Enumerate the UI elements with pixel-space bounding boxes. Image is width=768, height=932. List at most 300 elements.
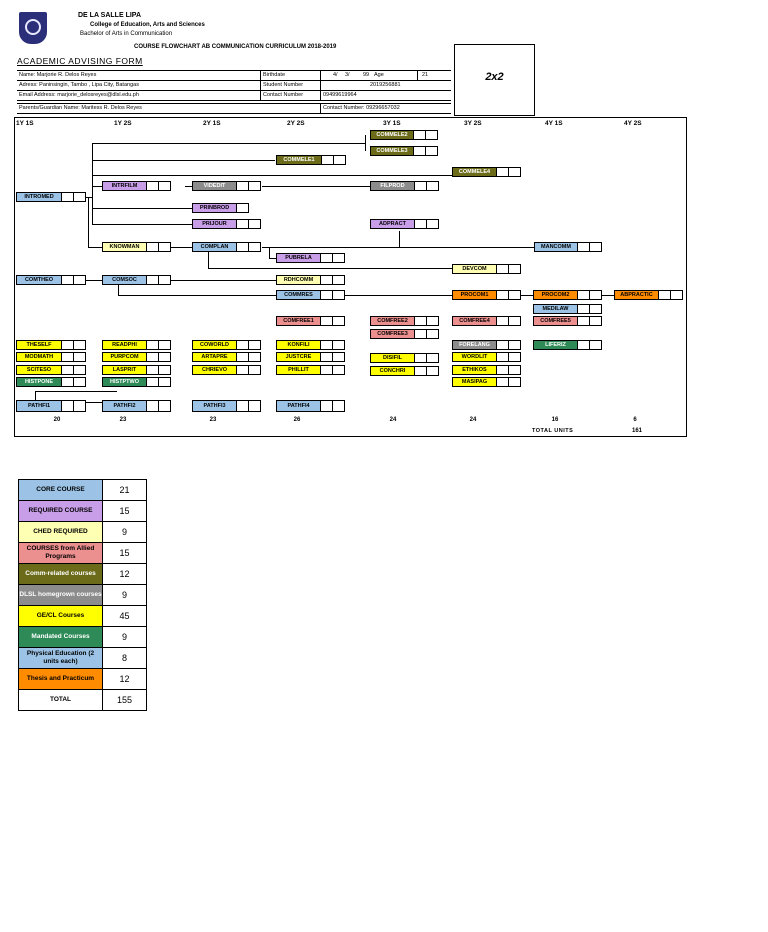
grade-box[interactable]	[147, 181, 159, 191]
grade-box[interactable]	[427, 219, 439, 229]
guardian-contact: Contact Number: 09296657032	[320, 104, 451, 113]
course-name: COMMELE4	[452, 167, 497, 177]
course-box[interactable]	[452, 290, 521, 300]
grade-box[interactable]	[578, 304, 590, 314]
grade-box[interactable]	[147, 275, 159, 285]
legend-value: 9	[103, 627, 147, 648]
grade-box[interactable]	[497, 316, 509, 326]
grade-box[interactable]	[159, 340, 171, 350]
grade-box[interactable]	[497, 340, 509, 350]
grade-box[interactable]	[578, 290, 590, 300]
course-name: COWORLD	[192, 340, 237, 350]
grade-box[interactable]	[427, 329, 439, 339]
course-box[interactable]	[370, 146, 438, 156]
course-name: COMPLAN	[192, 242, 237, 252]
grade-box[interactable]	[62, 340, 74, 350]
photo-label: 2x2	[485, 71, 504, 83]
grade-box[interactable]	[427, 353, 439, 363]
grade-box[interactable]	[497, 167, 509, 177]
legend-row	[19, 627, 147, 648]
grade-box[interactable]	[322, 155, 334, 165]
grade-box[interactable]	[62, 365, 74, 375]
grade-box[interactable]	[415, 329, 427, 339]
grade-box[interactable]	[497, 290, 509, 300]
course-box[interactable]	[16, 192, 86, 202]
course-box[interactable]	[102, 242, 171, 252]
grade-box[interactable]	[578, 242, 590, 252]
school-logo	[19, 12, 47, 44]
legend-value: 9	[103, 585, 147, 606]
grade-box[interactable]	[334, 155, 346, 165]
connector-line	[365, 135, 366, 151]
legend-row	[19, 606, 147, 627]
course-name: PATHFI2	[102, 400, 147, 412]
course-name: ARTAPRE	[192, 352, 237, 362]
course-name: COMMELE3	[370, 146, 414, 156]
connector-line	[262, 186, 370, 187]
grade-box[interactable]	[509, 340, 521, 350]
course-name: LIFERIZ	[533, 340, 578, 350]
grade-box[interactable]	[590, 316, 602, 326]
course-name: VIDEDIT	[192, 181, 237, 191]
connector-line	[92, 208, 192, 209]
student-number-label: Student Number	[260, 81, 320, 90]
course-name: HISTPONE	[16, 377, 62, 387]
course-box[interactable]	[452, 377, 521, 387]
semester-header: 3Y 1S	[383, 120, 401, 127]
legend-label: REQUIRED COURSE	[19, 501, 103, 522]
grade-box[interactable]	[74, 352, 86, 362]
course-name: HISTPTWO	[102, 377, 147, 387]
course-box[interactable]	[452, 340, 521, 350]
grade-box[interactable]	[159, 275, 171, 285]
course-box[interactable]	[276, 340, 345, 350]
course-box[interactable]	[276, 365, 345, 375]
program-name: Bachelor of Arts in Communication	[80, 31, 173, 37]
legend-row	[19, 585, 147, 606]
semester-header: 1Y 2S	[114, 120, 132, 127]
legend-row	[19, 648, 147, 669]
connector-line	[86, 402, 102, 403]
grade-box[interactable]	[321, 400, 333, 412]
course-box[interactable]	[614, 290, 683, 300]
grade-box[interactable]	[333, 352, 345, 362]
semester-header: 2Y 2S	[287, 120, 305, 127]
info-row	[17, 70, 451, 81]
course-name: COMFREE2	[370, 316, 415, 326]
grade-box[interactable]	[147, 400, 159, 412]
grade-box[interactable]	[249, 340, 261, 350]
course-box[interactable]	[102, 352, 171, 362]
course-name: PATHFI1	[16, 400, 62, 412]
course-name: ETHIKOS	[452, 365, 497, 375]
grade-box[interactable]	[578, 340, 590, 350]
course-box[interactable]	[452, 365, 521, 375]
grade-box[interactable]	[159, 365, 171, 375]
connector-line	[602, 295, 614, 296]
semester-header: 1Y 1S	[16, 120, 34, 127]
grade-box[interactable]	[74, 275, 86, 285]
course-name: MASIPAG	[452, 377, 497, 387]
course-name: MODMATH	[16, 352, 62, 362]
connector-line	[399, 231, 400, 247]
connector-line	[92, 186, 102, 187]
legend-value: 21	[103, 480, 147, 501]
grade-box[interactable]	[249, 365, 261, 375]
course-box[interactable]	[192, 181, 261, 191]
course-box[interactable]	[192, 352, 261, 362]
grade-box[interactable]	[321, 290, 333, 300]
grade-box[interactable]	[62, 400, 74, 412]
birth-year: 99	[363, 72, 370, 78]
grade-box[interactable]	[147, 377, 159, 387]
grade-box[interactable]	[321, 316, 333, 326]
grade-box[interactable]	[321, 340, 333, 350]
legend-row	[19, 690, 147, 711]
grade-box[interactable]	[659, 290, 671, 300]
grade-box[interactable]	[333, 275, 345, 285]
course-box[interactable]	[276, 155, 346, 165]
grade-box[interactable]	[147, 242, 159, 252]
course-name: LASPRIT	[102, 365, 147, 375]
grade-box[interactable]	[159, 400, 171, 412]
legend-label: TOTAL	[19, 690, 103, 711]
connector-line	[208, 252, 209, 269]
grade-box[interactable]	[414, 130, 426, 140]
legend-row	[19, 564, 147, 585]
semester-units: 20	[53, 417, 61, 423]
grade-box[interactable]	[74, 400, 86, 412]
student-address: Adress: Paninsingin, Tambo , Lipa City, Batangas	[19, 82, 139, 88]
grade-box[interactable]	[237, 181, 249, 191]
grade-box[interactable]	[321, 365, 333, 375]
course-box[interactable]	[276, 275, 345, 285]
course-box[interactable]	[276, 400, 345, 410]
course-box[interactable]	[102, 400, 171, 410]
connector-line	[92, 175, 452, 176]
connector-line	[92, 143, 93, 225]
connector-line	[269, 247, 270, 258]
grade-box[interactable]	[159, 242, 171, 252]
course-box[interactable]	[276, 316, 345, 326]
course-name: CHRIEVO	[192, 365, 237, 375]
connector-line	[171, 280, 276, 281]
course-box[interactable]	[16, 365, 86, 375]
grade-box[interactable]	[509, 377, 521, 387]
grade-box[interactable]	[333, 365, 345, 375]
grade-box[interactable]	[415, 219, 427, 229]
grade-box[interactable]	[590, 304, 602, 314]
grade-box[interactable]	[237, 219, 249, 229]
course-name: THESELF	[16, 340, 62, 350]
connector-line	[92, 143, 365, 144]
legend-label: Comm-related courses	[19, 564, 103, 585]
grade-box[interactable]	[426, 146, 438, 156]
grade-box[interactable]	[62, 352, 74, 362]
grade-box[interactable]	[415, 316, 427, 326]
semester-header: 3Y 2S	[464, 120, 482, 127]
legend-row	[19, 543, 147, 564]
course-box[interactable]	[192, 340, 261, 350]
grade-box[interactable]	[333, 290, 345, 300]
grade-box[interactable]	[333, 316, 345, 326]
course-box[interactable]	[370, 316, 439, 326]
course-box[interactable]	[16, 352, 86, 362]
grade-box[interactable]	[147, 365, 159, 375]
course-name: FORELANG	[452, 340, 497, 350]
semester-header: 2Y 1S	[203, 120, 221, 127]
legend-value: 9	[103, 522, 147, 543]
semester-units: 26	[293, 417, 301, 423]
grade-box[interactable]	[62, 192, 74, 202]
course-name: COMMELE2	[370, 130, 414, 140]
birth-day: 3/	[345, 72, 350, 78]
grade-box[interactable]	[426, 130, 438, 140]
course-name: SCITESO	[16, 365, 62, 375]
course-box[interactable]	[102, 181, 171, 191]
grade-box[interactable]	[333, 400, 345, 412]
age-value: 21	[417, 71, 451, 80]
grade-box[interactable]	[415, 181, 427, 191]
legend-value: 8	[103, 648, 147, 669]
grade-box[interactable]	[74, 365, 86, 375]
semester-header: 4Y 2S	[624, 120, 642, 127]
grade-box[interactable]	[74, 340, 86, 350]
legend-label: COURSES from Allied Programs	[19, 543, 103, 564]
form-title: ACADEMIC ADVISING FORM	[17, 56, 143, 66]
grade-box[interactable]	[249, 400, 261, 412]
course-name: COMFREE5	[533, 316, 578, 326]
legend-value: 15	[103, 501, 147, 522]
course-box[interactable]	[192, 219, 261, 229]
grade-box[interactable]	[62, 275, 74, 285]
grade-box[interactable]	[74, 192, 86, 202]
college-name: College of Education, Arts and Sciences	[90, 22, 205, 28]
course-name: READPHI	[102, 340, 147, 350]
course-box[interactable]	[16, 340, 86, 350]
grade-box[interactable]	[333, 340, 345, 350]
legend-label: CHED REQUIRED	[19, 522, 103, 543]
connector-line	[262, 247, 534, 248]
connector-line	[171, 247, 192, 248]
course-name: WORDLIT	[452, 352, 497, 362]
course-box[interactable]	[192, 365, 261, 375]
course-name: PRINBROD	[192, 203, 237, 213]
grade-box[interactable]	[237, 400, 249, 412]
grade-box[interactable]	[671, 290, 683, 300]
student-number: 2019256881	[320, 81, 451, 90]
course-name: PROCOM2	[533, 290, 578, 300]
legend-row	[19, 480, 147, 501]
grade-box[interactable]	[237, 203, 249, 213]
connector-line	[521, 295, 533, 296]
grade-box[interactable]	[237, 365, 249, 375]
connector-line	[92, 160, 275, 161]
course-box[interactable]	[102, 365, 171, 375]
grade-box[interactable]	[497, 264, 509, 274]
grade-box[interactable]	[159, 352, 171, 362]
info-row	[17, 81, 451, 91]
legend-row	[19, 522, 147, 543]
course-name: PRIJOUR	[192, 219, 237, 229]
course-box[interactable]	[370, 353, 439, 363]
connector-line	[86, 280, 102, 281]
legend-label: GE/CL Courses	[19, 606, 103, 627]
course-name: COMMELE1	[276, 155, 322, 165]
legend-label: Mandated Courses	[19, 627, 103, 648]
grade-box[interactable]	[427, 366, 439, 376]
grade-box[interactable]	[74, 377, 86, 387]
course-name: ADPRACT	[370, 219, 415, 229]
grade-box[interactable]	[497, 365, 509, 375]
course-box[interactable]	[452, 316, 521, 326]
course-name: COMFREE1	[276, 316, 321, 326]
legend-label: CORE COURSE	[19, 480, 103, 501]
info-row	[17, 91, 451, 101]
grade-box[interactable]	[414, 146, 426, 156]
grade-box[interactable]	[333, 253, 345, 263]
course-box[interactable]	[192, 203, 249, 213]
birthdate-label: Birthdate	[260, 71, 320, 80]
course-name: PURPCOM	[102, 352, 147, 362]
legend-value: 15	[103, 543, 147, 564]
grade-box[interactable]	[249, 219, 261, 229]
legend-value: 155	[103, 690, 147, 711]
student-name: Name: Marjorie R. Delos Reyes	[19, 72, 97, 78]
semester-units: 23	[119, 417, 127, 423]
grade-box[interactable]	[509, 264, 521, 274]
course-box[interactable]	[370, 181, 439, 191]
grade-box[interactable]	[509, 316, 521, 326]
course-box[interactable]	[452, 352, 521, 362]
course-name: JUSTCRE	[276, 352, 321, 362]
course-name: PHILLIT	[276, 365, 321, 375]
legend-label: Thesis and Practicum	[19, 669, 103, 690]
grade-box[interactable]	[427, 316, 439, 326]
grade-box[interactable]	[509, 290, 521, 300]
course-box[interactable]	[276, 352, 345, 362]
grade-box[interactable]	[578, 316, 590, 326]
course-name: RDHCOMM	[276, 275, 321, 285]
legend-value: 12	[103, 564, 147, 585]
course-box[interactable]	[370, 329, 439, 339]
course-box[interactable]	[533, 304, 602, 314]
course-box[interactable]	[534, 242, 602, 252]
grade-box[interactable]	[249, 352, 261, 362]
course-box[interactable]	[452, 264, 521, 274]
course-box[interactable]	[16, 400, 86, 410]
grade-box[interactable]	[62, 377, 74, 387]
grade-box[interactable]	[321, 253, 333, 263]
grade-box[interactable]	[321, 275, 333, 285]
semester-units: 16	[551, 417, 559, 423]
total-units-label: TOTAL UNITS	[532, 428, 574, 434]
course-box[interactable]	[192, 400, 261, 410]
grade-box[interactable]	[415, 366, 427, 376]
grade-box[interactable]	[590, 340, 602, 350]
grade-box[interactable]	[415, 353, 427, 363]
course-name: COMFREE3	[370, 329, 415, 339]
course-name: INTRFILM	[102, 181, 147, 191]
grade-box[interactable]	[147, 340, 159, 350]
grade-box[interactable]	[237, 242, 249, 252]
grade-box[interactable]	[159, 181, 171, 191]
connector-line	[345, 295, 452, 296]
grade-box[interactable]	[237, 340, 249, 350]
course-box[interactable]	[16, 275, 86, 285]
course-name: ABPRACTIC	[614, 290, 659, 300]
legend-label: Physical Education (2 units each)	[19, 648, 103, 669]
semester-units: 23	[209, 417, 217, 423]
course-box[interactable]	[533, 316, 602, 326]
grade-box[interactable]	[590, 242, 602, 252]
birth-month: 4/	[320, 71, 362, 80]
connector-line	[35, 391, 117, 392]
grade-box[interactable]	[237, 352, 249, 362]
grade-box[interactable]	[249, 181, 261, 191]
grade-box[interactable]	[147, 352, 159, 362]
course-box[interactable]	[370, 130, 438, 140]
course-name: COMTHEO	[16, 275, 62, 285]
course-box[interactable]	[102, 377, 171, 387]
grade-box[interactable]	[509, 352, 521, 362]
course-name: COMFREE4	[452, 316, 497, 326]
student-email: Email Address: marjorie_delosreyes@dlsl.edu.ph	[19, 92, 139, 98]
course-box[interactable]	[533, 290, 602, 300]
semester-header: 4Y 1S	[545, 120, 563, 127]
course-name: PUBRELA	[276, 253, 321, 263]
contact-number: 09499619964	[320, 91, 451, 100]
legend-value: 12	[103, 669, 147, 690]
course-box[interactable]	[276, 290, 345, 300]
course-name: MEDILAW	[533, 304, 578, 314]
institution-name: DE LA SALLE LIPA	[78, 12, 141, 19]
course-name: MANCOMM	[534, 242, 578, 252]
course-name: KNOWMAN	[102, 242, 147, 252]
course-box[interactable]	[452, 167, 521, 177]
course-box[interactable]	[102, 275, 171, 285]
course-box[interactable]	[192, 242, 261, 252]
grade-box[interactable]	[427, 181, 439, 191]
grade-box[interactable]	[509, 167, 521, 177]
semester-units: 24	[389, 417, 397, 423]
course-box[interactable]	[276, 253, 345, 263]
guardian-name: Parents/Guardian Name: Maritess R. Delos Reyes	[19, 105, 142, 111]
legend-row	[19, 501, 147, 522]
grade-box[interactable]	[497, 352, 509, 362]
connector-line	[118, 295, 276, 296]
connector-line	[88, 197, 89, 247]
grade-box[interactable]	[509, 365, 521, 375]
total-units-value: 161	[631, 428, 642, 434]
grade-box[interactable]	[159, 377, 171, 387]
grade-box[interactable]	[590, 290, 602, 300]
course-name: INTROMED	[16, 192, 62, 202]
contact-number-label: Contact Number	[260, 91, 320, 100]
course-box[interactable]	[370, 366, 439, 376]
course-box[interactable]	[533, 340, 602, 350]
photo-box	[454, 44, 535, 116]
connector-line	[92, 224, 192, 225]
grade-box[interactable]	[321, 352, 333, 362]
course-name: FILPROD	[370, 181, 415, 191]
course-box[interactable]	[370, 219, 439, 229]
info-row	[17, 103, 451, 114]
grade-box[interactable]	[497, 377, 509, 387]
course-box[interactable]	[102, 340, 171, 350]
course-box[interactable]	[16, 377, 86, 387]
grade-box[interactable]	[249, 242, 261, 252]
